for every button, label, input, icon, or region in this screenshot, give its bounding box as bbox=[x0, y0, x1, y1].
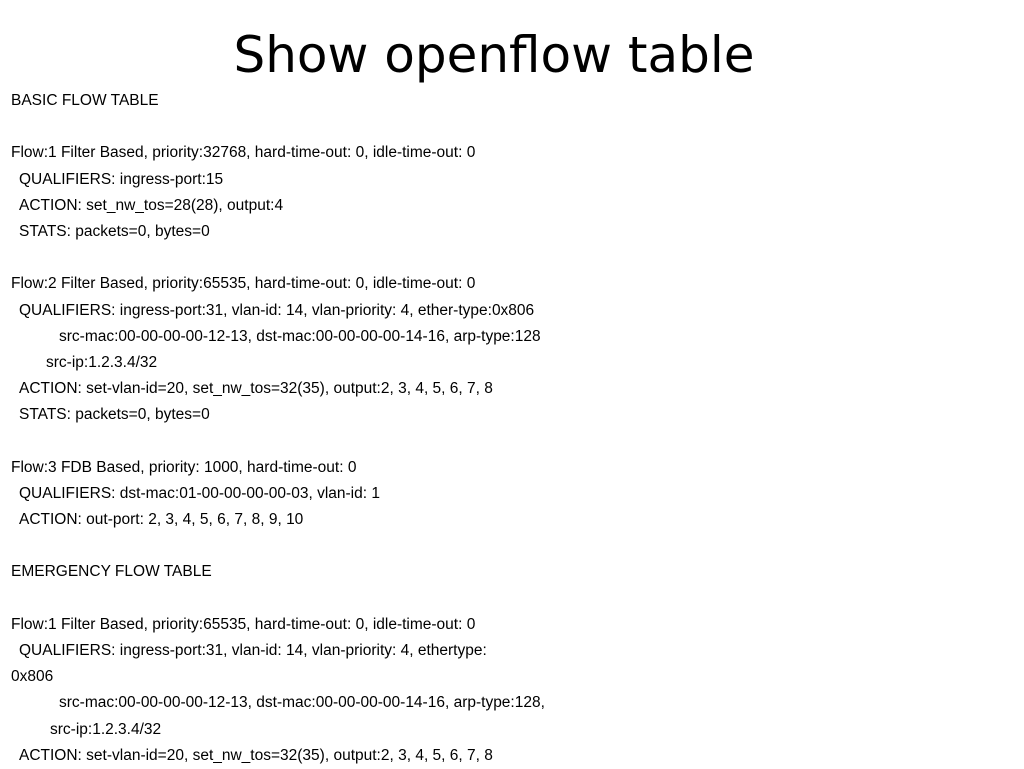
emergency-flow1-header: Flow:1 Filter Based, priority:65535, hard-time-out: 0, idle-time-out: 0 bbox=[11, 615, 476, 633]
spacer bbox=[11, 114, 1011, 140]
basic-flow3-action: ACTION: out-port: 2, 3, 4, 5, 6, 7, 8, 9, 10 bbox=[19, 511, 304, 528]
emergency-flow1-qualifiers-cont2: src-ip:1.2.3.4/32 bbox=[50, 720, 162, 738]
emergency-flow1-qualifiers-cont1: src-mac:00-00-00-00-12-13, dst-mac:00-00-00-00-14-16, arp-type:128, bbox=[59, 694, 545, 712]
basic-flow1-action: ACTION: set_nw_tos=28(28), output:4 bbox=[19, 196, 284, 214]
basic-flow2-qualifiers-cont2: src-ip:1.2.3.4/32 bbox=[46, 353, 158, 371]
emergency-flow1-qualifiers-wrap: 0x806 bbox=[11, 668, 54, 686]
basic-flow2-qualifiers: QUALIFIERS: ingress-port:31, vlan-id: 14, vlan-priority: 4, ether-type:0x806 bbox=[19, 301, 535, 319]
basic-flow2-action: ACTION: set-vlan-id=20, set_nw_tos=32(35), output:2, 3, 4, 5, 6, 7, 8 bbox=[19, 380, 493, 398]
basic-flow-table-heading: BASIC FLOW TABLE bbox=[11, 92, 159, 109]
basic-flow1-stats: STATS: packets=0, bytes=0 bbox=[19, 222, 210, 240]
basic-flow2-qualifiers-cont1: src-mac:00-00-00-00-12-13, dst-mac:00-00-00-00-14-16, arp-type:128 bbox=[59, 327, 541, 345]
basic-flow2-header: Flow:2 Filter Based, priority:65535, hard-time-out: 0, idle-time-out: 0 bbox=[11, 275, 476, 293]
spacer bbox=[11, 245, 1011, 271]
basic-flow1-qualifiers: QUALIFIERS: ingress-port:15 bbox=[19, 170, 224, 188]
basic-flow3-qualifiers: QUALIFIERS: dst-mac:01-00-00-00-00-03, vlan-id: 1 bbox=[19, 484, 380, 502]
spacer bbox=[11, 428, 1011, 454]
emergency-flow-table-heading: EMERGENCY FLOW TABLE bbox=[11, 563, 212, 581]
basic-flow2-stats: STATS: packets=0, bytes=0 bbox=[19, 406, 210, 424]
emergency-flow1-action: ACTION: set-vlan-id=20, set_nw_tos=32(35), output:2, 3, 4, 5, 6, 7, 8 bbox=[19, 746, 493, 764]
emergency-flow1-qualifiers: QUALIFIERS: ingress-port:31, vlan-id: 14, vlan-priority: 4, ethertype: bbox=[19, 641, 487, 659]
basic-flow1-header: Flow:1 Filter Based, priority:32768, hard-time-out: 0, idle-time-out: 0 bbox=[11, 144, 476, 162]
spacer bbox=[11, 586, 1011, 612]
spacer bbox=[11, 533, 1011, 559]
page-title: Show openflow table bbox=[233, 26, 755, 84]
flow-table-output bbox=[11, 88, 1011, 769]
basic-flow3-header: Flow:3 FDB Based, priority: 1000, hard-time-out: 0 bbox=[11, 458, 357, 476]
